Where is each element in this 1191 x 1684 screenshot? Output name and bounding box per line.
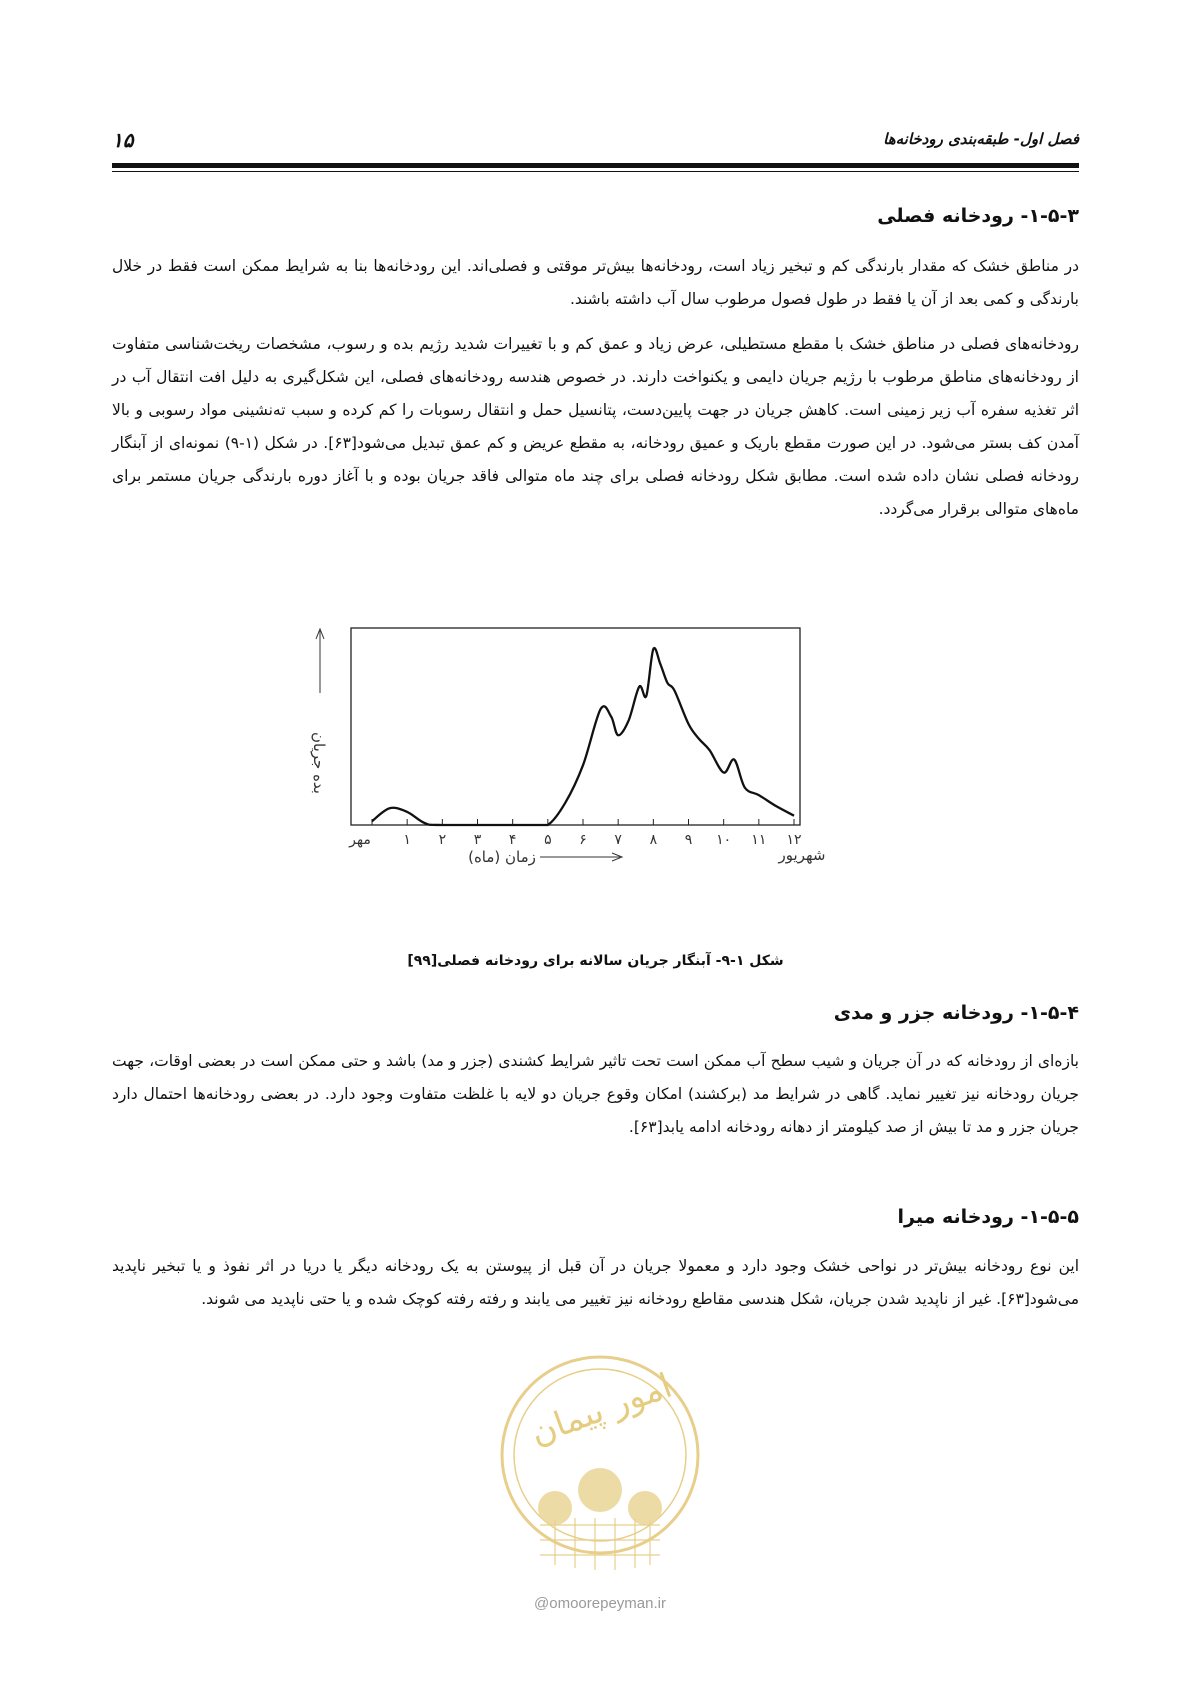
paragraph-seasonal-1: در مناطق خشک که مقدار بارندگی کم و تبخیر زیاد است، رودخانه‌ها بیش‌تر موقتی و فصلی‌اند. این رودخانه‌ها بنا به شرایط ممکن است فقط در خلال بارندگی و کمی بعد از آن یا فقط در طول فصول مرطوب سال آب داشته باشند.	[112, 257, 1079, 308]
x-tick-label: ۷	[614, 832, 622, 848]
y-axis-arrow	[316, 629, 324, 693]
paragraph-seasonal-2: رودخانه‌های فصلی در مناطق خشک با مقطع مستطیلی، عرض زیاد و عمق کم و با تغییرات شدید رژیم بده و رسوب، مشخصات ریخت‌شناسی متفاوت از رودخانه‌های مناطق مرطوب با رژیم جریان دایمی و یکنواخت دارند. در خصوص هندسه رودخانه‌های فصلی، این شکل‌گیری به دلیل افت انتقال آب در اثر تغذیه سفره آب زیر زمینی است. کاهش جریان در جهت پایین‌دست، پتانسیل حمل و انتقال رسوبات را کم کرده و سبب ته‌نشینی مواد رسوبی و بالا آمدن کف بستر می‌شود. در این صورت مقطع باریک و عمیق رودخانه، به مقطع عریض و کم عمق تبدیل می‌شود[۶۳]. در شکل (۱-۹) نمونه‌ای از آبنگار رودخانه فصلی نشان داده شده است. مطابق شکل رودخانه فصلی برای چند ماه متوالی فاقد جریان بوده و با آغاز دوره بارندگی جریان مستمر برای ماه‌های متوالی برقرار می‌گردد.	[112, 335, 1079, 518]
x-tick-label: ۱۰	[716, 832, 732, 848]
x-tick-label: ۳	[473, 832, 482, 848]
watermark-url: @omoorepeyman.ir	[534, 1595, 666, 1612]
x-tick-label: ۴	[508, 832, 517, 848]
x-tick-label: ۱۱	[751, 832, 767, 848]
page-number: ۱۵	[112, 128, 134, 152]
x-tick-label: ۵	[544, 832, 552, 848]
x-tick-label: ۶	[579, 832, 587, 848]
x-axis-label: زمان (ماه)	[468, 848, 536, 866]
header-rule-thin	[112, 171, 1079, 172]
x-tick-label: ۱	[403, 832, 411, 848]
hydrograph-figure	[302, 623, 862, 943]
gear-icon	[538, 1468, 662, 1525]
x-axis-end-label: شهریور	[778, 846, 826, 864]
x-axis-tick-labels	[348, 832, 801, 848]
section-heading-tidal: ۱-۵-۴- رودخانه جزر و مدی	[833, 1002, 1079, 1024]
x-tick-label: ۱۲	[786, 832, 802, 848]
figure-caption: شکل ۱-۹- آبنگار جریان سالانه برای رودخانه فصلی[۹۹]	[407, 953, 784, 969]
plot-frame	[351, 628, 800, 825]
page-header	[112, 128, 1079, 158]
x-tick-label: ۲	[438, 832, 447, 848]
y-axis-label: بده جریان	[310, 732, 328, 794]
section-heading-seasonal: ۱-۵-۳- رودخانه فصلی	[877, 205, 1079, 227]
paragraph-tidal-1: بازه‌ای از رودخانه که در آن جریان و شیب سطح آب ممکن است تحت تاثیر شرایط کشندی (جزر و مد) باشد و حتی ممکن است در بعضی اوقات، جهت جریان رودخانه نیز تغییر نماید. گاهی در شرایط مد (برکشند) امکان وقوع جریان دو لایه با غلظت متفاوت وجود دارد. در بعضی رودخانه‌ها احتمال دارد جریان جزر و مد تا بیش از صد کیلومتر از دهانه رودخانه ادامه یابد[۶۳].	[112, 1052, 1079, 1136]
section-heading-ephemeral: ۱-۵-۵- رودخانه میرا	[897, 1206, 1079, 1228]
x-tick-label: ۸	[649, 832, 658, 848]
x-tick-label: مهر	[349, 832, 371, 848]
hydrograph-chart	[302, 623, 862, 943]
flow-series-line	[372, 648, 794, 825]
chapter-title: فصل اول- طبقه‌بندی رودخانه‌ها	[883, 130, 1079, 148]
paragraph-ephemeral-1: این نوع رودخانه بیش‌تر در نواحی خشک وجود دارد و معمولا جریان در آن قبل از پیوستن به یک رودخانه دیگر یا دریا در اثر نفوذ و یا تبخیر ناپدید می‌شود[۶۳]. غیر از ناپدید شدن جریان، شکل هندسی مقاطع رودخانه نیز تغییر می یابند و رفته رفته کوچک شده و یا حتی ناپدید می شوند.	[112, 1257, 1079, 1308]
x-axis-arrow	[540, 853, 622, 861]
x-tick-label: ۹	[684, 832, 693, 848]
header-rule-thick	[112, 163, 1079, 168]
watermark-brand-text: امور پیمان	[525, 1365, 678, 1454]
